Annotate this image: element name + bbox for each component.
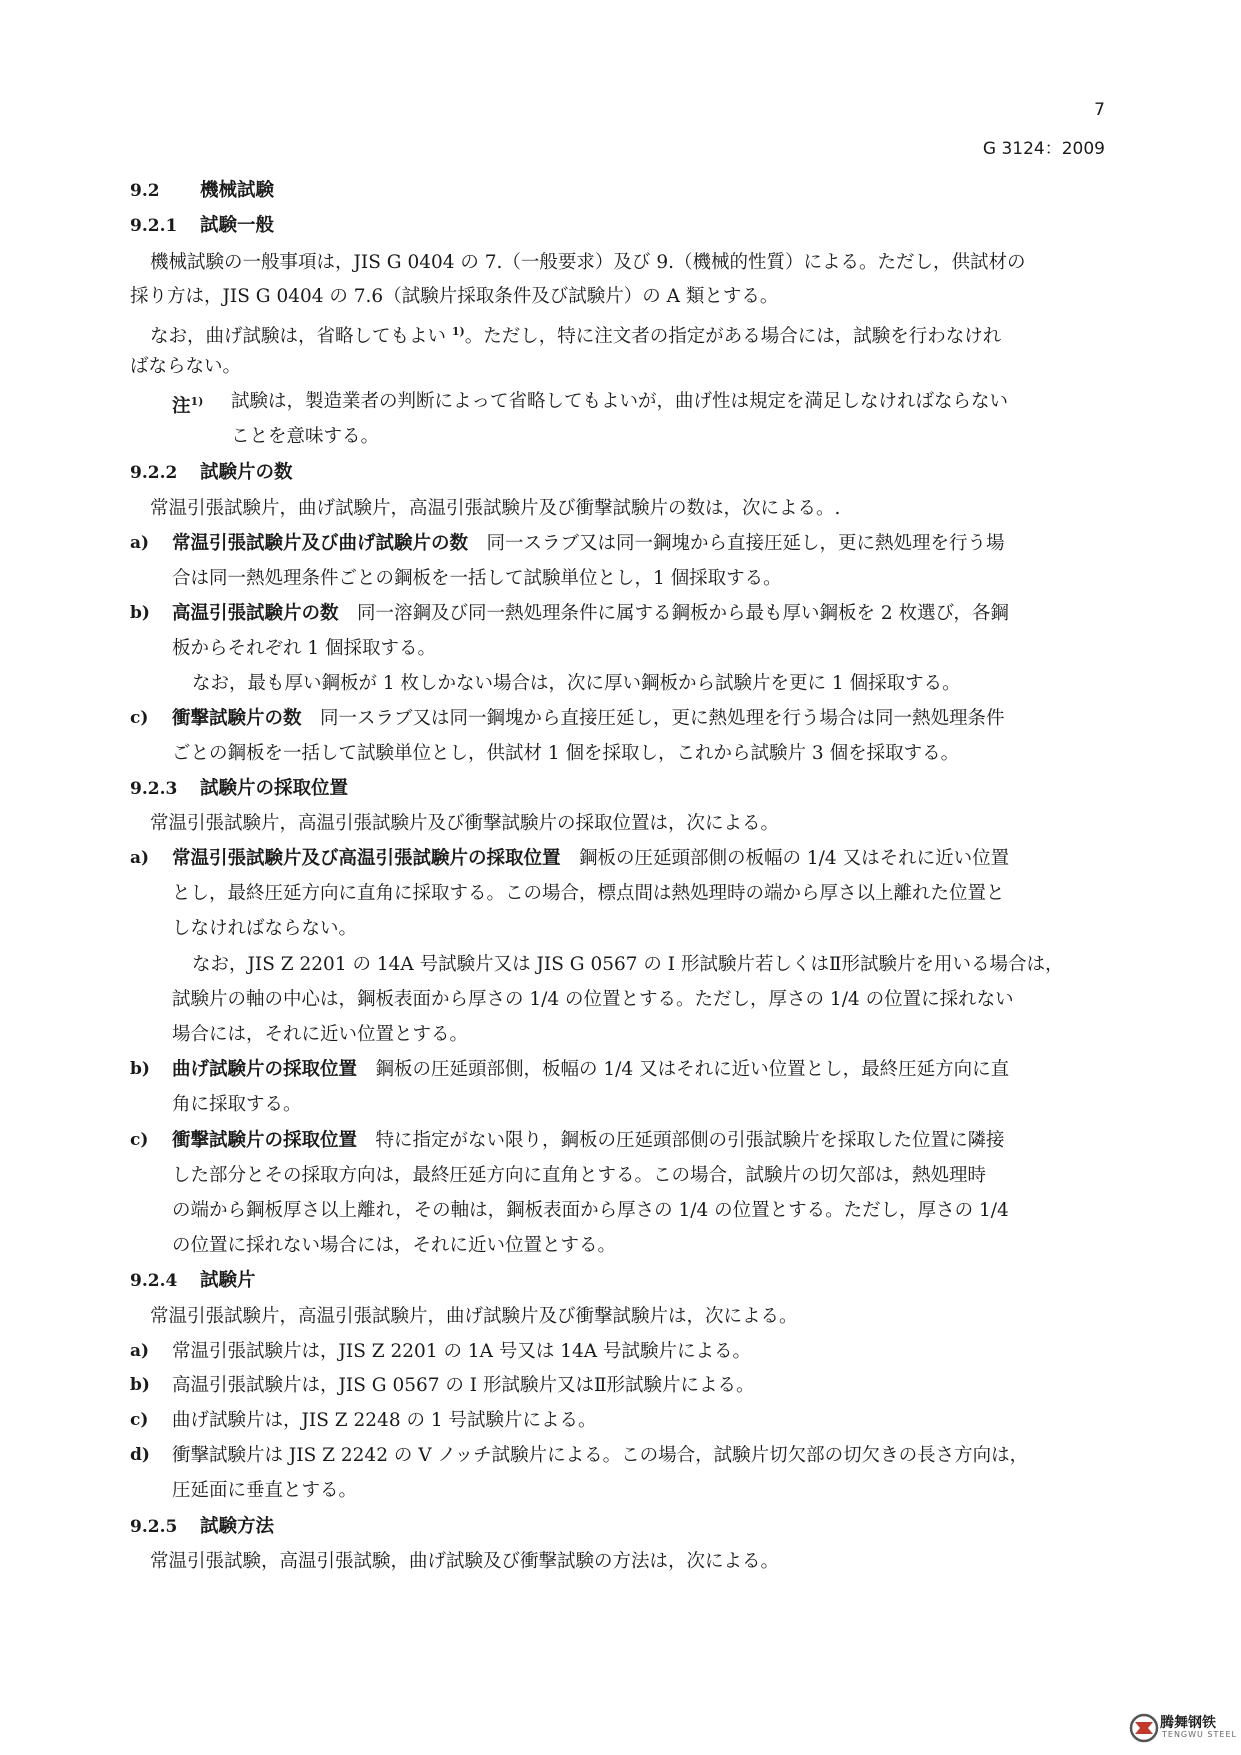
section-title: 機械試験 bbox=[200, 180, 275, 201]
section-number: 9.2.1 bbox=[130, 216, 178, 236]
section-number: 9.2 bbox=[130, 181, 160, 201]
paragraph-line: 常温引張試験片，曲げ試験片，高温引張試験片及び衝撃試験片の数は，次による。. bbox=[150, 498, 841, 519]
section-title: 試験一般 bbox=[200, 215, 275, 236]
standard-code: G 3124：2009 bbox=[982, 139, 1105, 159]
paragraph-line: 常温引張試験，高温引張試験，曲げ試験及び衝撃試験の方法は，次による。 bbox=[150, 1551, 780, 1572]
footnote-label: 注 bbox=[172, 396, 191, 418]
list-item-line: なお，JIS Z 2201 の 14A 号試験片又は JIS G 0567 の I 形試験片若しくはⅡ形試験片を用いる場合は， bbox=[192, 954, 1064, 975]
item-label: 高温引張試験片の数 bbox=[172, 603, 339, 624]
section-heading-9-2-3 bbox=[130, 776, 348, 802]
paragraph-line bbox=[150, 319, 1001, 350]
footnote-number: 1) bbox=[190, 395, 204, 408]
section-number: 9.2.2 bbox=[130, 463, 178, 483]
logo-text: 腾舞钢铁 bbox=[1160, 1715, 1216, 1731]
section-heading-9-2-5 bbox=[130, 1514, 274, 1540]
list-item-line bbox=[172, 601, 1009, 627]
list-item-line: 角に採取する。 bbox=[172, 1094, 302, 1115]
section-heading-9-2-1 bbox=[130, 213, 274, 239]
list-item-line: 板からそれぞれ 1 個採取する。 bbox=[172, 638, 437, 659]
section-heading-9-2-4 bbox=[130, 1268, 256, 1294]
section-heading-9-2 bbox=[130, 178, 274, 204]
list-marker: d) bbox=[130, 1445, 150, 1465]
page-number: 7 bbox=[1094, 100, 1105, 120]
section-number: 9.2.5 bbox=[130, 1517, 178, 1537]
footnote-line: 試験は，製造業者の判断によって省略してもよいが，曲げ性は規定を満足しなければならない bbox=[231, 391, 1009, 412]
list-item-line bbox=[172, 706, 1005, 732]
text-run: 同一溶鋼及び同一熱処理条件に属する鋼板から最も厚い鋼板を 2 枚選び，各鋼 bbox=[357, 603, 1009, 624]
list-marker: c) bbox=[130, 1410, 149, 1430]
paragraph-line: 常温引張試験片，高温引張試験片，曲げ試験片及び衝撃試験片は，次による。 bbox=[150, 1306, 798, 1327]
list-item-line: 曲げ試験片は，JIS Z 2248 の 1 号試験片による。 bbox=[172, 1410, 597, 1431]
list-marker: b) bbox=[130, 1375, 150, 1395]
list-item-line: の端から鋼板厚さ以上離れ，その軸は，鋼板表面から厚さの 1/4 の位置とする。ただし，厚さの 1/4 bbox=[172, 1200, 1009, 1221]
list-item-line: 圧延面に垂直とする。 bbox=[172, 1480, 358, 1501]
footnote-line: ことを意味する。 bbox=[231, 426, 380, 447]
list-item-line: 衝撃試験片は JIS Z 2242 の V ノッチ試験片による。この場合，試験片切欠部の切欠きの長さ方向は， bbox=[172, 1445, 1029, 1466]
paragraph-line: 常温引張試験片，高温引張試験片及び衝撃試験片の採取位置は，次による。 bbox=[150, 813, 780, 834]
text-run: 鋼板の圧延頭部側，板幅の 1/4 又はそれに近い位置とし，最終圧延方向に直 bbox=[375, 1059, 1010, 1080]
section-title: 試験片の数 bbox=[200, 462, 293, 483]
section-number: 9.2.4 bbox=[130, 1271, 178, 1291]
item-label: 衝撃試験片の数 bbox=[172, 708, 302, 729]
list-item-line: の位置に採れない場合には，それに近い位置とする。 bbox=[172, 1235, 617, 1256]
item-label: 常温引張試験片及び高温引張試験片の採取位置 bbox=[172, 848, 561, 869]
footnote-ref: 1) bbox=[451, 325, 465, 338]
list-item-line: ごとの鋼板を一括して試験単位とし，供試材 1 個を採取し，これから試験片 3 個を採取する。 bbox=[172, 743, 960, 764]
list-marker: b) bbox=[130, 1059, 150, 1079]
paragraph-line: 機械試験の一般事項は，JIS G 0404 の 7.（一般要求）及び 9.（機械的性質）による。ただし，供試材の bbox=[150, 252, 1026, 273]
item-label: 衝撃試験片の採取位置 bbox=[172, 1130, 358, 1151]
section-title: 試験方法 bbox=[200, 1516, 275, 1537]
paragraph-line: ばならない。 bbox=[130, 356, 242, 377]
text-run: 特に指定がない限り，鋼板の圧延頭部側の引張試験片を採取した位置に隣接 bbox=[375, 1130, 1005, 1151]
list-item-line: しなければならない。 bbox=[172, 918, 358, 939]
list-item-line: 試験片の軸の中心は，鋼板表面から厚さの 1/4 の位置とする。ただし，厚さの 1/4 の位置に採れない bbox=[172, 989, 1014, 1010]
list-item-line bbox=[172, 1057, 1009, 1083]
item-label: 常温引張試験片及び曲げ試験片の数 bbox=[172, 533, 469, 554]
paragraph-line: 採り方は，JIS G 0404 の 7.6（試験片採取条件及び試験片）の A 類とする。 bbox=[130, 286, 779, 307]
text-run: 同一スラブ又は同一鋼塊から直接圧延し，更に熱処理を行う場 bbox=[486, 533, 1005, 554]
text-run: 。ただし，特に注文者の指定がある場合には，試験を行わなけれ bbox=[464, 326, 1002, 348]
list-item-line: なお，最も厚い鋼板が 1 枚しかない場合は，次に厚い鋼板から試験片を更に 1 個採取する。 bbox=[192, 673, 961, 694]
list-marker: c) bbox=[130, 1130, 149, 1150]
list-marker: a) bbox=[130, 1341, 150, 1361]
item-label: 曲げ試験片の採取位置 bbox=[172, 1059, 358, 1080]
text-run: なお，曲げ試験は，省略してもよい bbox=[150, 326, 447, 348]
list-item-line bbox=[172, 846, 1009, 872]
list-item-line bbox=[172, 531, 1005, 557]
list-item-line: 場合には，それに近い位置とする。 bbox=[172, 1024, 469, 1045]
list-item-line: とし，最終圧延方向に直角に採取する。この場合，標点間は熱処理時の端から厚さ以上離れた位置と bbox=[172, 883, 1005, 904]
list-item-line: した部分とその採取方向は，最終圧延方向に直角とする。この場合，試験片の切欠部は，熱処理時 bbox=[172, 1165, 987, 1186]
text-run: 鋼板の圧延頭部側の板幅の 1/4 又はそれに近い位置 bbox=[579, 848, 1010, 869]
list-item-line: 高温引張試験片は，JIS G 0567 の I 形試験片又はⅡ形試験片による。 bbox=[172, 1375, 755, 1396]
list-marker: c) bbox=[130, 708, 149, 728]
text-run: 同一スラブ又は同一鋼塊から直接圧延し，更に熱処理を行う場合は同一熱処理条件 bbox=[320, 708, 1005, 729]
list-item-line: 合は同一熱処理条件ごとの鋼板を一括して試験単位とし，1 個採取する。 bbox=[172, 568, 782, 589]
list-marker: a) bbox=[130, 848, 150, 868]
footnote bbox=[172, 389, 203, 420]
section-heading-9-2-2 bbox=[130, 460, 293, 486]
logo-subtext: TENGWU STEEL bbox=[1162, 1730, 1237, 1739]
section-title: 試験片の採取位置 bbox=[200, 778, 349, 799]
list-item-line bbox=[172, 1128, 1005, 1154]
list-item-line: 常温引張試験片は，JIS Z 2201 の 1A 号又は 14A 号試験片による。 bbox=[172, 1341, 752, 1362]
section-number: 9.2.3 bbox=[130, 779, 178, 799]
list-marker: b) bbox=[130, 603, 150, 623]
list-marker: a) bbox=[130, 533, 150, 553]
section-title: 試験片 bbox=[200, 1270, 256, 1291]
